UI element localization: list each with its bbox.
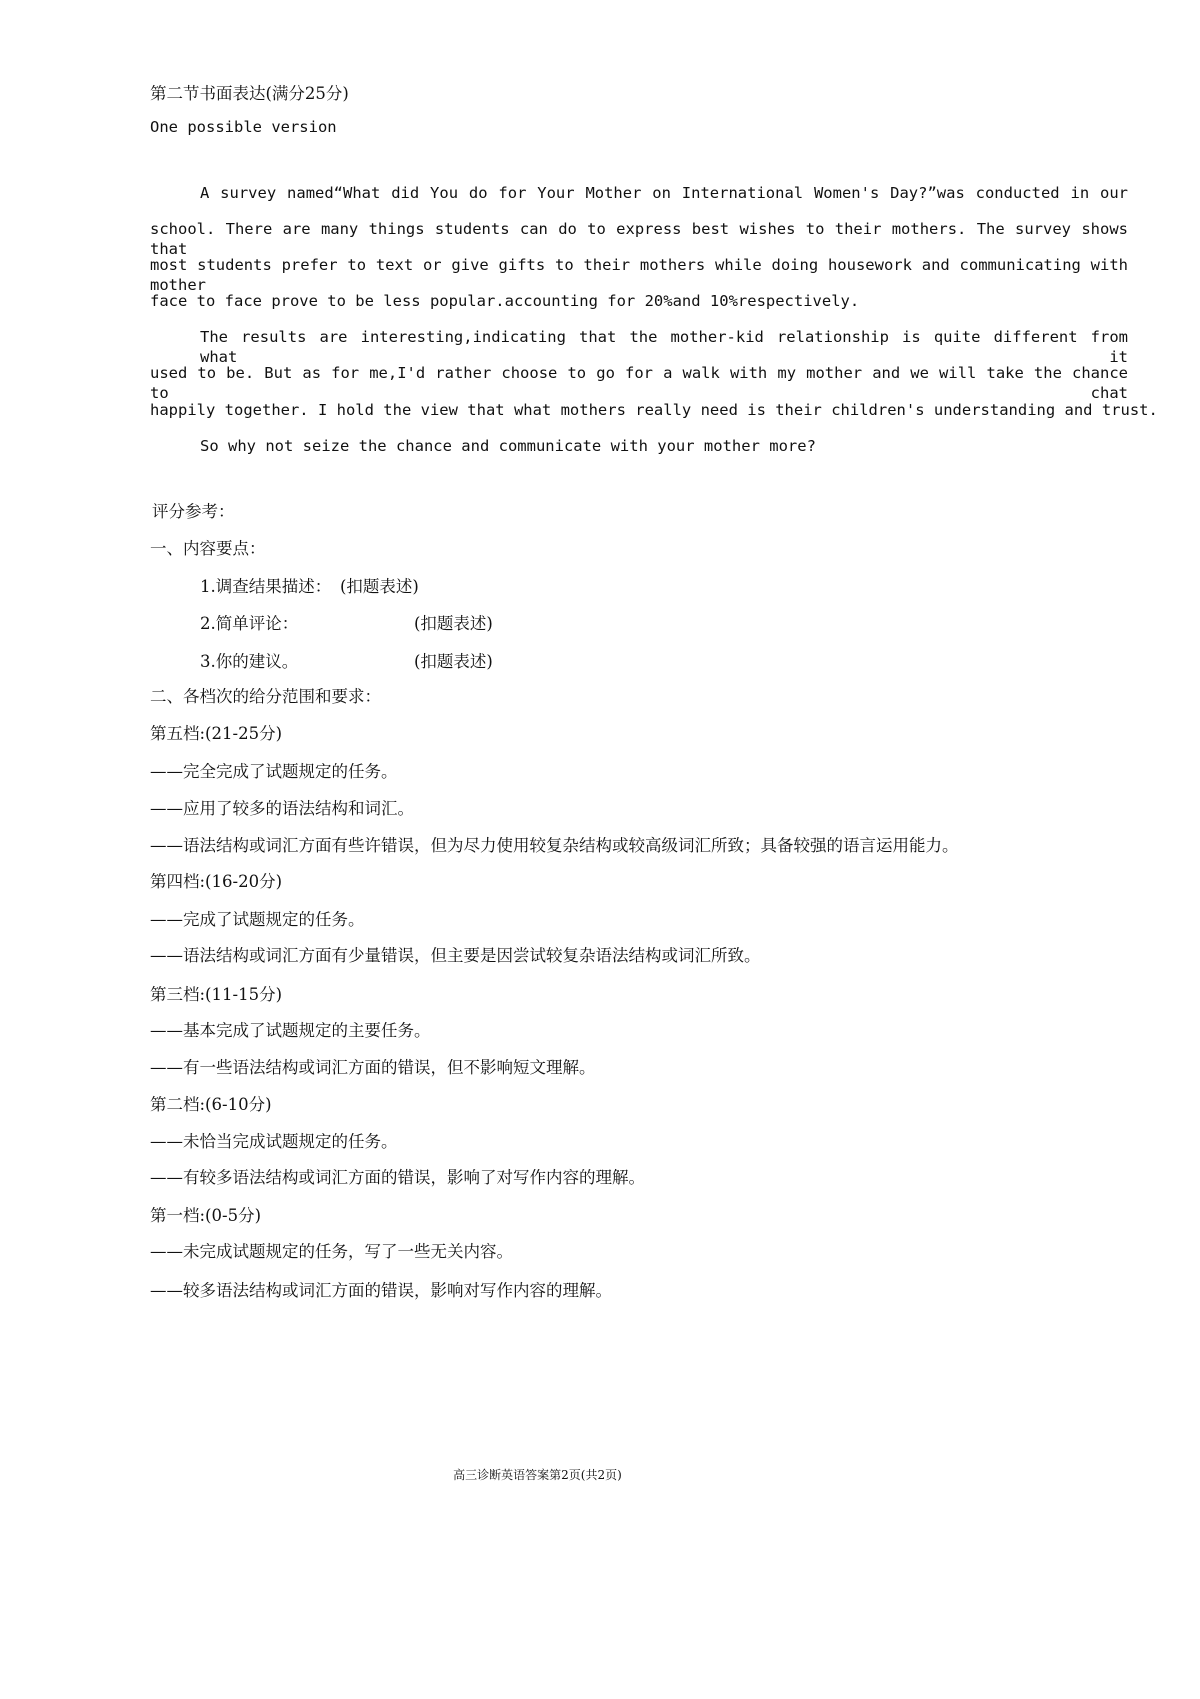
content-points-heading: 一、内容要点： bbox=[150, 539, 266, 558]
grade-3-item-2: ——有一些语法结构或词汇方面的错误，但不影响短文理解。 bbox=[150, 1058, 596, 1077]
section-subtitle: One possible version bbox=[150, 118, 337, 136]
essay-p1-line-1: A survey named“What did You do for Your Mother on International Women's Day?”was conducted in our bbox=[200, 184, 1128, 202]
content-point-3-note: (扣题表述) bbox=[414, 652, 493, 671]
content-point-2-note: (扣题表述) bbox=[414, 614, 493, 633]
grade-5-item-2: ——应用了较多的语法结构和词汇。 bbox=[150, 799, 414, 818]
content-point-1-note: (扣题表述) bbox=[340, 577, 419, 596]
scoring-heading: 评分参考： bbox=[152, 502, 235, 521]
page-footer: 高三诊断英语答案第2页(共2页) bbox=[453, 1468, 622, 1482]
grade-5-item-1: ——完全完成了试题规定的任务。 bbox=[150, 762, 398, 781]
grade-3-title: 第三档:(11-15分) bbox=[150, 985, 282, 1004]
essay-p1-line-3: most students prefer to text or give gifts to their mothers while doing housework and communicating with mother bbox=[150, 256, 1128, 294]
grade-4-item-2: ——语法结构或词汇方面有少量错误，但主要是因尝试较复杂语法结构或词汇所致。 bbox=[150, 946, 761, 965]
content-point-1-label: 1.调查结果描述： bbox=[200, 577, 332, 596]
essay-p2-line-1: The results are interesting,indicating that the mother-kid relationship is quite different from what it bbox=[200, 328, 1128, 366]
grade-1-item-2: ——较多语法结构或词汇方面的错误，影响对写作内容的理解。 bbox=[150, 1281, 612, 1300]
content-point-3-label: 3.你的建议。 bbox=[200, 652, 299, 671]
grade-2-item-1: ——未恰当完成试题规定的任务。 bbox=[150, 1132, 398, 1151]
grades-heading: 二、各档次的给分范围和要求： bbox=[150, 687, 381, 706]
content-point-2-label: 2.简单评论： bbox=[200, 614, 299, 633]
essay-p2-line-2: used to be. But as for me,I'd rather choose to go for a walk with my mother and we will take the chance to chat bbox=[150, 364, 1128, 402]
section-title: 第二节书面表达(满分25分) bbox=[150, 84, 349, 103]
grade-3-item-1: ——基本完成了试题规定的主要任务。 bbox=[150, 1021, 431, 1040]
grade-4-title: 第四档:(16-20分) bbox=[150, 872, 282, 891]
grade-4-item-1: ——完成了试题规定的任务。 bbox=[150, 910, 365, 929]
grade-5-item-3: ——语法结构或词汇方面有些许错误，但为尽力使用较复杂结构或较高级词汇所致；具备较强的语言运用能力。 bbox=[150, 836, 959, 855]
essay-p1-line-4: face to face prove to be less popular.accounting for 20%and 10%respectively. bbox=[150, 292, 860, 310]
grade-5-title: 第五档:(21-25分) bbox=[150, 724, 282, 743]
grade-1-title: 第一档:(0-5分) bbox=[150, 1206, 262, 1225]
essay-p2-line-3: happily together. I hold the view that what mothers really need is their children's understanding and trust. bbox=[150, 401, 1158, 419]
essay-p1-line-2: school. There are many things students can do to express best wishes to their mothers. The survey shows that bbox=[150, 220, 1128, 258]
grade-2-item-2: ——有较多语法结构或词汇方面的错误，影响了对写作内容的理解。 bbox=[150, 1168, 645, 1187]
essay-p3: So why not seize the chance and communicate with your mother more? bbox=[200, 437, 816, 455]
grade-1-item-1: ——未完成试题规定的任务，写了一些无关内容。 bbox=[150, 1242, 513, 1261]
grade-2-title: 第二档:(6-10分) bbox=[150, 1095, 272, 1114]
